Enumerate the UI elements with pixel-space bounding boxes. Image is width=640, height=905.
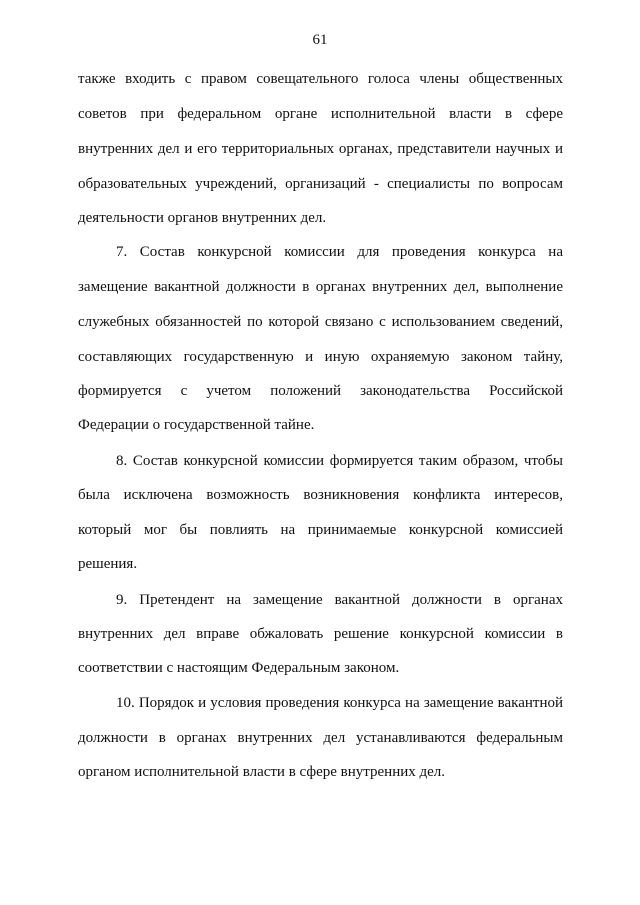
- text-line: была исключена возможность возникновения конфликта интересов,: [78, 487, 563, 503]
- text-line: формируется с учетом положений законодательства Российской: [78, 383, 563, 399]
- paragraph-10-first-line: 10. Порядок и условия проведения конкурса на замещение вакантной: [116, 695, 563, 711]
- paragraph-9-first-line: 9. Претендент на замещение вакантной должности в органах: [116, 592, 563, 608]
- text-line: образовательных учреждений, организаций - специалисты по вопросам: [78, 176, 563, 192]
- text-line: внутренних дел вправе обжаловать решение конкурсной комиссии в: [78, 626, 563, 642]
- text-line: внутренних дел и его территориальных органах, представители научных и: [78, 141, 563, 157]
- text-line: решения.: [78, 556, 138, 572]
- text-line: замещение вакантной должности в органах внутренних дел, выполнение: [78, 279, 563, 295]
- text-line: также входить с правом совещательного голоса члены общественных: [78, 71, 563, 87]
- text-line: советов при федеральном органе исполнительной власти в сфере: [78, 106, 563, 122]
- text-line: органом исполнительной власти в сфере внутренних дел.: [78, 764, 446, 780]
- text-line: который мог бы повлиять на принимаемые конкурсной комиссией: [78, 522, 563, 538]
- paragraph-7-first-line: 7. Состав конкурсной комиссии для проведения конкурса на: [116, 244, 563, 260]
- text-line: соответствии с настоящим Федеральным законом.: [78, 660, 400, 676]
- text-line: составляющих государственную и иную охраняемую законом тайну,: [78, 349, 563, 365]
- paragraph-8-first-line: 8. Состав конкурсной комиссии формируется таким образом, чтобы: [116, 453, 563, 469]
- text-line: деятельности органов внутренних дел.: [78, 210, 327, 226]
- text-line: служебных обязанностей по которой связано с использованием сведений,: [78, 314, 563, 330]
- text-line: должности в органах внутренних дел устанавливаются федеральным: [78, 730, 563, 746]
- page-number: 61: [312, 32, 328, 48]
- text-line: Федерации о государственной тайне.: [78, 417, 315, 433]
